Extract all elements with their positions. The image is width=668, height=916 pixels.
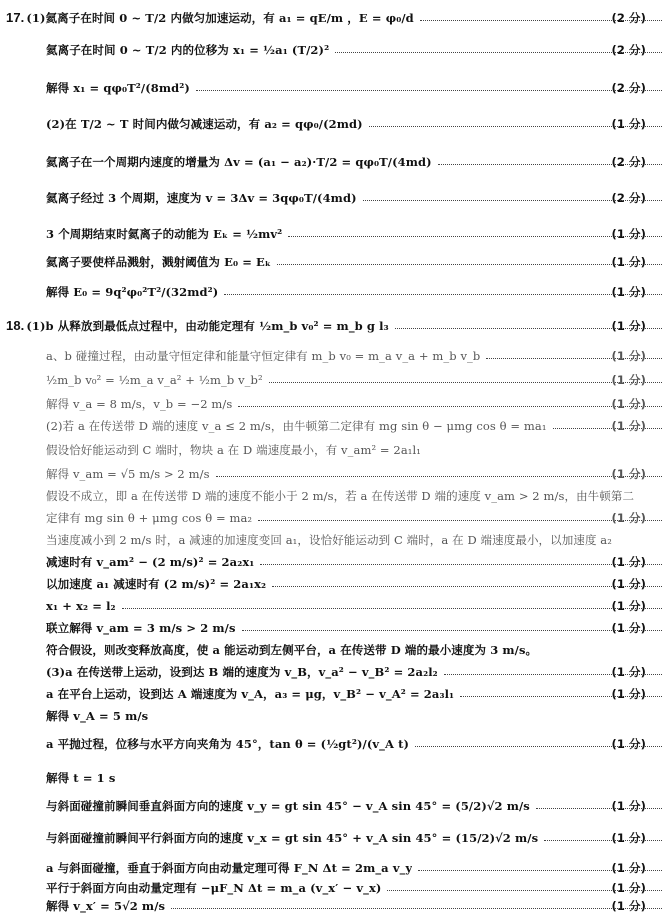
solution-text [0,770,115,786]
solution-text [0,42,329,58]
solution-text [0,373,263,387]
solution-text [0,554,254,570]
solution-text [0,798,530,814]
solution-text [0,510,252,526]
formula-text: (3)a 在传送带上运动，设到达 B 端的速度为 v_B，v_a² − v_B² = 2a₂l₂ [46,665,438,679]
score-label: (1 分) [611,899,646,913]
solution-line [0,252,668,272]
solution-text [0,686,454,702]
score-label: (1 分) [611,285,646,299]
solution-text [0,396,232,412]
solution-line [0,440,668,460]
score-label: (1 分) [611,665,646,679]
solution-line [0,768,668,788]
score-label: (1 分) [611,861,646,875]
formula-text: 假设恰好能运动到 C 端时，物块 a 在 D 端速度最小，有 v_am² = 2a₁l₁ [46,443,421,457]
score-label: (1 分) [611,373,646,387]
solution-line [0,394,668,414]
formula-text: 解得 t = 1 s [46,771,116,785]
solution-text [0,830,538,846]
score-label: (1 分) [611,737,646,751]
solution-text [0,116,363,132]
solution-text [0,642,537,658]
formula-text: 联立解得 v_am = 3 m/s > 2 m/s [46,621,236,635]
formula-text: 氦离子经过 3 个周期，速度为 v = 3Δv = 3qφ₀T/(4md) [46,191,357,205]
solution-line [0,152,668,172]
leader-dots [122,607,662,609]
solution-text [0,418,547,434]
score-label: (2 分) [611,191,646,205]
solution-text [0,620,236,636]
solution-line [0,346,668,366]
solution-text [0,226,282,242]
formula-text: a 在平台上运动，设到达 A 端速度为 v_A，a₃ = μg，v_B² − v_A² = 2a₃l₁ [46,687,455,701]
solution-text [0,190,357,206]
score-label: (1 分) [611,117,646,131]
score-label: (2 分) [611,155,646,169]
solution-text [0,154,432,170]
score-label: (2 分) [611,81,646,95]
formula-text: 平行于斜面方向由动量定理有 −μF_N Δt = m_a (v_x′ − v_x) [46,881,382,895]
solution-line [0,552,668,572]
solution-text [0,708,148,724]
formula-text: (1)b 从释放到最低点过程中，由动能定理有 ½m_b v₀² = m_b g l₃ [26,319,389,333]
solution-line [0,8,668,28]
solution-line [0,896,668,916]
formula-text: a 与斜面碰撞，垂直于斜面方向由动量定理可得 F_N Δt = 2m_a v_y [46,861,413,875]
score-label: (1 分) [611,599,646,613]
solution-line [0,282,668,302]
solution-text [0,860,412,876]
solution-line [0,114,668,134]
formula-text: 当速度减小到 2 m/s 时，a 减速的加速度变回 a₁，设恰好能运动到 C 端时，a 在 D 端速度最小，以加速度 a₂ [46,533,612,547]
score-label: (1 分) [611,687,646,701]
solution-line [0,486,668,506]
solution-text [0,488,634,504]
solution-line [0,224,668,244]
solution-text [0,664,438,680]
formula-text: x₁ + x₂ = l₂ [46,599,116,613]
solution-line [0,596,668,616]
score-label: (1 分) [611,319,646,333]
leader-dots [216,475,662,477]
formula-text: 与斜面碰撞前瞬间平行斜面方向的速度 v_x = gt sin 45° + v_A sin 45° = (15/2)√2 m/s [46,831,539,845]
score-label: (1 分) [611,831,646,845]
solution-line [0,618,668,638]
solution-line [0,40,668,60]
solution-line [0,796,668,816]
score-label: (1 分) [611,397,646,411]
formula-text: 假设不成立，即 a 在传送带 D 端的速度不能小于 2 m/s，若 a 在传送带 D 端的速度 v_am > 2 m/s，由牛顿第二 [46,489,635,503]
formula-text: 解得 v_A = 5 m/s [46,709,149,723]
solution-line [0,78,668,98]
solution-text [0,599,116,613]
leader-dots [277,263,662,265]
score-label: (1 分) [611,881,646,895]
formula-text: 氦离子在时间 0 ~ T/2 内的位移为 x₁ = ½a₁ (T/2)² [46,43,330,57]
solution-line [0,706,668,726]
formula-text: 氦离子在一个周期内速度的增量为 Δv = (a₁ − a₂)·T/2 = qφ₀T/(4md) [46,155,432,169]
solution-line [0,370,668,390]
leader-dots [272,585,662,587]
formula-text: 解得 v_x′ = 5√2 m/s [46,899,166,913]
leader-dots [196,89,662,91]
solution-line [0,464,668,484]
solution-text [0,736,409,752]
solution-text [0,576,266,592]
leader-dots [260,563,662,565]
solution-line [0,530,668,550]
solution-line [0,574,668,594]
leader-dots [288,235,662,237]
solution-text [0,532,612,548]
formula-text: a 平抛过程，位移与水平方向夹角为 45°，tan θ = (½gt²)/(v_A t) [46,737,410,751]
formula-text: 减速时有 v_am² − (2 m/s)² = 2a₂x₁ [46,555,255,569]
leader-dots [171,907,662,909]
leader-dots [224,293,662,295]
formula-text: (2)在 T/2 ~ T 时间内做匀减速运动，有 a₂ = qφ₀/(2md) [46,117,363,131]
solution-text [0,284,218,300]
solution-line [0,316,668,336]
formula-text: 与斜面碰撞前瞬间垂直斜面方向的速度 v_y = gt sin 45° − v_A sin 45° = (5/2)√2 m/s [46,799,530,813]
formula-text: 解得 v_a = 8 m/s，v_b = −2 m/s [46,397,233,411]
solution-line [0,878,668,898]
score-label: (1 分) [611,349,646,363]
question-number: 18. [6,318,25,333]
leader-dots [258,519,662,521]
solution-text [0,80,190,96]
formula-text: a、b 碰撞过程，由动量守恒定律和能量守恒定律有 m_b v₀ = m_a v_a + m_b v_b [46,349,481,363]
solution-line [0,508,668,528]
score-label: (1 分) [611,577,646,591]
solution-line [0,734,668,754]
solution-line [0,828,668,848]
score-label: (1 分) [611,555,646,569]
score-label: (1 分) [611,255,646,269]
leader-dots [238,405,662,407]
solution-text [0,466,210,482]
formula-text: 符合假设，则改变释放高度，使 a 能运动到左侧平台，a 在传送带 D 端的最小速度为 3 m/s。 [46,643,538,657]
question-number: 17. [6,10,25,25]
solution-text [0,254,271,270]
formula-text: (2)若 a 在传送带 D 端的速度 v_a ≤ 2 m/s，由牛顿第二定律有 mg sin θ − μmg cos θ = ma₁ [46,419,547,433]
solution-line [0,662,668,682]
solution-text [0,442,421,458]
formula-text: 解得 E₀ = 9q²φ₀²T²/(32md²) [46,285,219,299]
solution-line [0,416,668,436]
solution-line [0,640,668,660]
formula-text: ½m_b v₀² = ½m_a v_a² + ½m_b v_b² [46,373,263,387]
solution-text [0,318,389,334]
solution-text [0,10,414,26]
score-label: (2 分) [611,11,646,25]
score-label: (1 分) [611,511,646,525]
score-label: (1 分) [611,621,646,635]
solution-text [0,348,480,364]
formula-text: 定律有 mg sin θ + μmg cos θ = ma₂ [46,511,253,525]
formula-text: (1)氦离子在时间 0 ~ T/2 内做匀加速运动，有 a₁ = qE/m ，E = φ₀/d [26,11,414,25]
leader-dots [269,381,662,383]
leader-dots [242,629,662,631]
formula-text: 氦离子要使样品溅射，溅射阈值为 E₀ = Eₖ [46,255,272,269]
score-label: (1 分) [611,799,646,813]
solution-line [0,684,668,704]
solution-text [0,880,381,896]
formula-text: 以加速度 a₁ 减速时有 (2 m/s)² = 2a₁x₂ [46,577,267,591]
formula-text: 解得 v_am = √5 m/s > 2 m/s [46,467,210,481]
solution-line [0,188,668,208]
formula-text: 解得 x₁ = qφ₀T²/(8md²) [46,81,190,95]
score-label: (1 分) [611,227,646,241]
formula-text: 3 个周期结束时氦离子的动能为 Eₖ = ½mv² [46,227,283,241]
score-label: (1 分) [611,467,646,481]
solution-line [0,858,668,878]
score-label: (2 分) [611,43,646,57]
score-label: (1 分) [611,419,646,433]
